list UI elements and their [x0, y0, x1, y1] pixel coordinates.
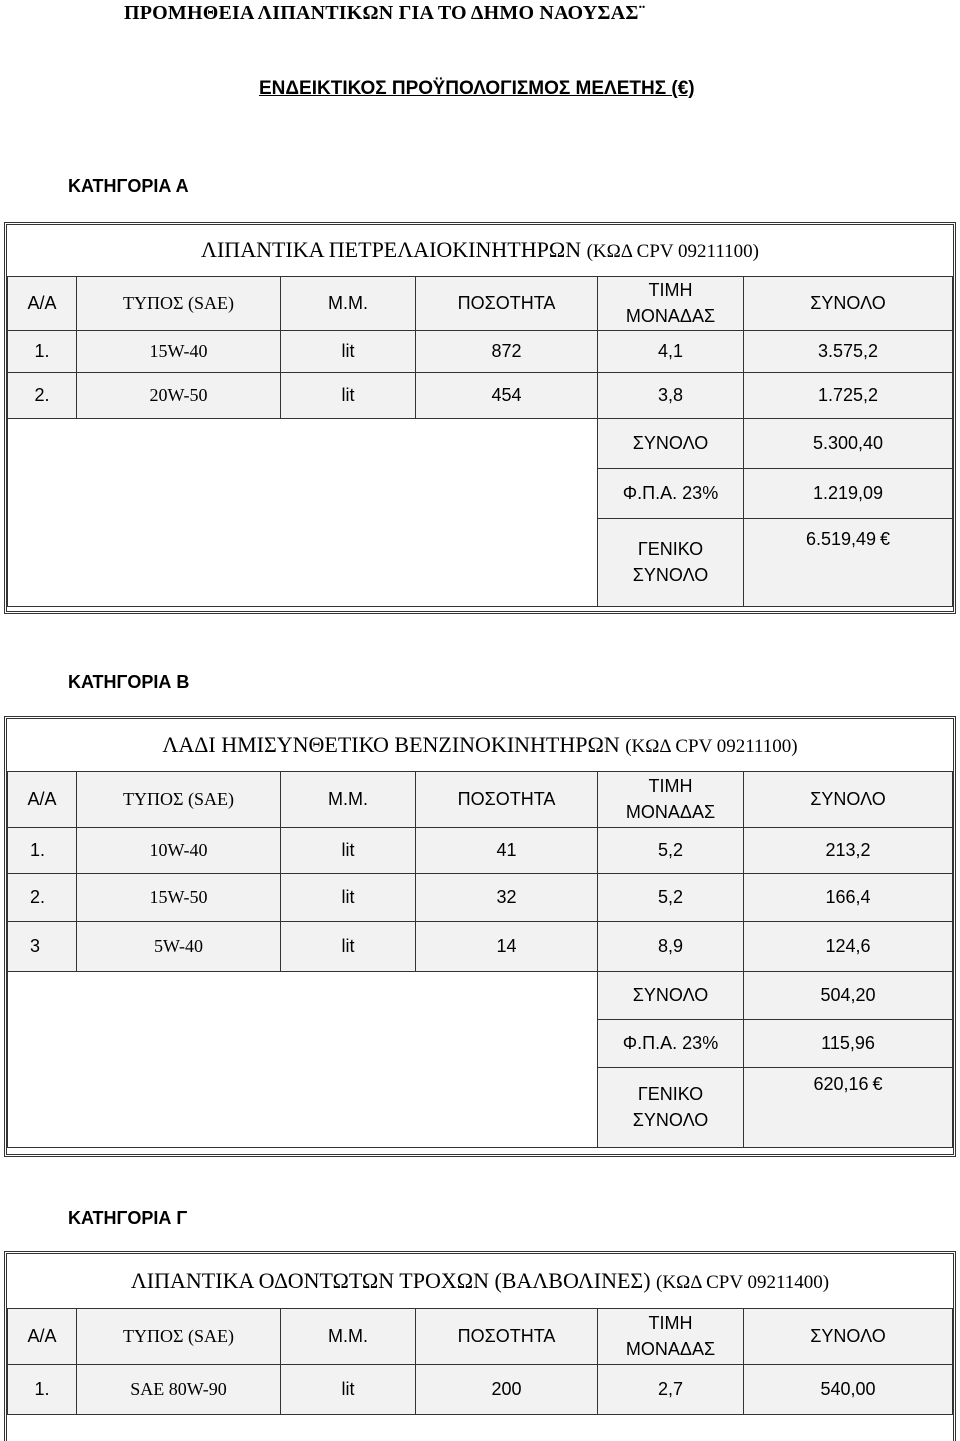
summary-grand-line1: ΓΕΝΙΚΟ	[637, 539, 704, 559]
table-title	[8, 719, 953, 771]
grand-total-amount: 6.519,49	[805, 528, 877, 549]
row-type: 10W-40	[77, 827, 281, 873]
category-c-table	[4, 1251, 956, 1441]
header-price-line1: ΤΙΜΗ	[648, 1313, 693, 1333]
row-total: 3.575,2	[744, 330, 953, 372]
summary-blank	[8, 971, 598, 1147]
header-price	[598, 276, 744, 330]
row-aa: 3	[8, 921, 77, 971]
row-type: 15W-50	[77, 873, 281, 921]
header-qty: ΠΟΣΟΤΗΤΑ	[416, 1308, 598, 1364]
category-a-table	[4, 222, 956, 614]
row-unit: lit	[281, 873, 416, 921]
row-price: 4,1	[598, 330, 744, 372]
table-row	[8, 372, 953, 418]
row-type: 5W-40	[77, 921, 281, 971]
header-price-line2: ΜΟΝΑΔΑΣ	[625, 1339, 716, 1359]
row-aa: 1.	[8, 330, 77, 372]
header-unit: Μ.Μ.	[281, 771, 416, 827]
row-type: 20W-50	[77, 372, 281, 418]
table-title	[8, 225, 953, 276]
table-title-row	[8, 719, 953, 771]
summary-vat-value: 1.219,09	[744, 468, 953, 518]
header-qty: ΠΟΣΟΤΗΤΑ	[416, 771, 598, 827]
table-title-text: ΛΑΔΙ ΗΜΙΣΥΝΘΕΤΙΚΟ ΒΕΝΖΙΝΟΚΙΝΗΤΗΡΩΝ	[162, 731, 620, 757]
row-type: SAE 80W-90	[77, 1364, 281, 1414]
row-qty: 32	[416, 873, 598, 921]
row-price: 3,8	[598, 372, 744, 418]
header-qty: ΠΟΣΟΤΗΤΑ	[416, 276, 598, 330]
summary-blank	[8, 418, 598, 606]
header-price-line2: ΜΟΝΑΔΑΣ	[625, 306, 716, 326]
header-type: ΤΥΠΟΣ (SAE)	[77, 771, 281, 827]
row-price: 5,2	[598, 873, 744, 921]
table-title-row	[8, 1254, 953, 1308]
row-total: 540,00	[744, 1364, 953, 1414]
document-title: ΠΡΟΜΗΘΕΙΑ ΛΙΠΑΝΤΙΚΩΝ ΓΙΑ ΤΟ ΔΗΜΟ ΝΑΟΥΣΑΣ¨	[124, 2, 646, 24]
table-title-row	[8, 225, 953, 276]
header-type: ΤΥΠΟΣ (SAE)	[77, 1308, 281, 1364]
row-total: 124,6	[744, 921, 953, 971]
summary-grand-label	[598, 1067, 744, 1147]
row-price: 8,9	[598, 921, 744, 971]
header-price-line1: ΤΙΜΗ	[648, 280, 693, 300]
row-total: 213,2	[744, 827, 953, 873]
summary-total-row	[8, 971, 953, 1019]
grand-total-amount: 620,16	[813, 1073, 869, 1094]
row-price: 5,2	[598, 827, 744, 873]
category-a-label: ΚΑΤΗΓΟΡΙΑ Α	[68, 176, 189, 196]
header-total: ΣΥΝΟΛΟ	[744, 771, 953, 827]
header-aa: Α/Α	[8, 276, 77, 330]
row-total: 166,4	[744, 873, 953, 921]
table-row	[8, 827, 953, 873]
header-unit: Μ.Μ.	[281, 276, 416, 330]
row-aa: 1.	[8, 1364, 77, 1414]
header-unit: Μ.Μ.	[281, 1308, 416, 1364]
row-qty: 200	[416, 1364, 598, 1414]
category-b-label: ΚΑΤΗΓΟΡΙΑ Β	[68, 672, 190, 692]
summary-total-label: ΣΥΝΟΛΟ	[598, 418, 744, 468]
document-subtitle: ΕΝΔΕΙΚΤΙΚΟΣ ΠΡΟΫΠΟΛΟΓΙΣΜΟΣ ΜΕΛΕΤΗΣ (€)	[259, 78, 695, 99]
row-unit: lit	[281, 1364, 416, 1414]
header-total: ΣΥΝΟΛΟ	[744, 1308, 953, 1364]
header-row	[8, 276, 953, 330]
row-qty: 14	[416, 921, 598, 971]
table-title	[8, 1254, 953, 1308]
row-unit: lit	[281, 372, 416, 418]
row-unit: lit	[281, 921, 416, 971]
euro-symbol: €	[880, 528, 891, 549]
table-row	[8, 921, 953, 971]
summary-grand-line2: ΣΥΝΟΛΟ	[632, 565, 709, 585]
table-cpv: (ΚΩΔ CPV 09211400)	[656, 1271, 830, 1293]
row-qty: 41	[416, 827, 598, 873]
header-row	[8, 771, 953, 827]
euro-symbol: €	[872, 1073, 883, 1094]
header-type: ΤΥΠΟΣ (SAE)	[77, 276, 281, 330]
header-price-line1: ΤΙΜΗ	[648, 776, 693, 796]
table-row	[8, 1364, 953, 1414]
category-c-label: ΚΑΤΗΓΟΡΙΑ Γ	[68, 1208, 188, 1228]
row-unit: lit	[281, 330, 416, 372]
summary-total-row	[8, 418, 953, 468]
header-aa: Α/Α	[8, 1308, 77, 1364]
table-cpv: (ΚΩΔ CPV 09211100)	[586, 241, 759, 263]
summary-vat-value: 115,96	[744, 1019, 953, 1067]
header-price	[598, 1308, 744, 1364]
summary-total-label: ΣΥΝΟΛΟ	[598, 971, 744, 1019]
row-unit: lit	[281, 827, 416, 873]
summary-grand-line1: ΓΕΝΙΚΟ	[637, 1084, 704, 1104]
row-aa: 1.	[8, 827, 77, 873]
header-total: ΣΥΝΟΛΟ	[744, 276, 953, 330]
summary-grand-value	[744, 1067, 953, 1147]
table-title-text: ΛΙΠΑΝΤΙΚΑ ΟΔΟΝΤΩΤΩΝ ΤΡΟΧΩΝ (ΒΑΛΒΟΛΙΝΕΣ)	[130, 1267, 651, 1293]
row-aa: 2.	[8, 372, 77, 418]
summary-total-value: 5.300,40	[744, 418, 953, 468]
header-price	[598, 771, 744, 827]
row-qty: 454	[416, 372, 598, 418]
table-title-text: ΛΙΠΑΝΤΙΚΑ ΠΕΤΡΕΛΑΙΟΚΙΝΗΤΗΡΩΝ	[201, 237, 582, 263]
row-total: 1.725,2	[744, 372, 953, 418]
row-aa: 2.	[8, 873, 77, 921]
summary-vat-label: Φ.Π.Α. 23%	[598, 1019, 744, 1067]
summary-total-value: 504,20	[744, 971, 953, 1019]
header-aa: Α/Α	[8, 771, 77, 827]
table-row	[8, 330, 953, 372]
summary-grand-line2: ΣΥΝΟΛΟ	[632, 1110, 709, 1130]
category-b-table	[4, 716, 956, 1157]
header-price-line2: ΜΟΝΑΔΑΣ	[625, 802, 716, 822]
row-type: 15W-40	[77, 330, 281, 372]
row-price: 2,7	[598, 1364, 744, 1414]
summary-grand-label	[598, 518, 744, 606]
table-cpv: (ΚΩΔ CPV 09211100)	[625, 735, 798, 757]
summary-grand-value	[744, 518, 953, 606]
table-row	[8, 873, 953, 921]
summary-vat-label: Φ.Π.Α. 23%	[598, 468, 744, 518]
row-qty: 872	[416, 330, 598, 372]
header-row	[8, 1308, 953, 1364]
